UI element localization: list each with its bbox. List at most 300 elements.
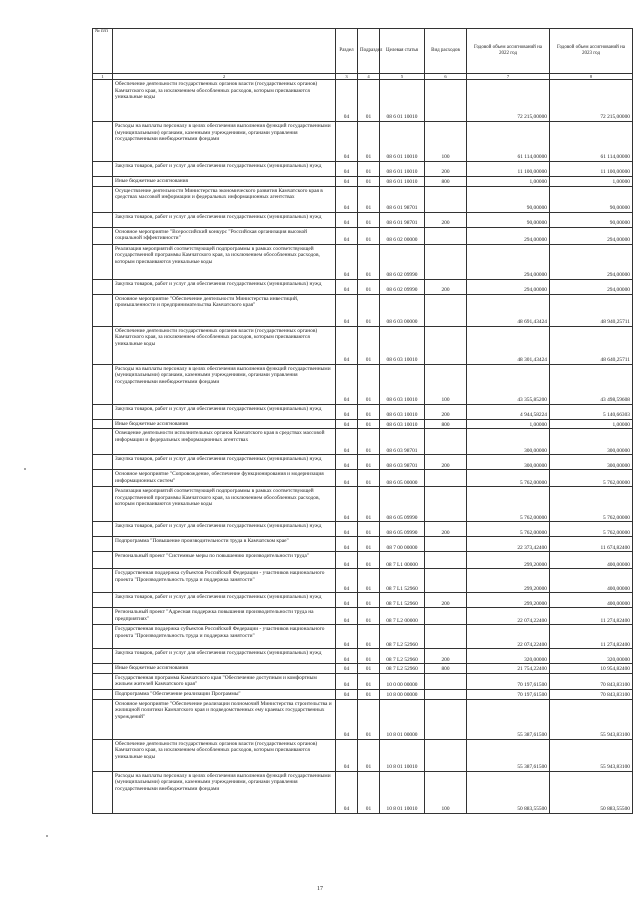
target-cell: 10 8 01 10010 xyxy=(380,771,425,813)
volume-2023-cell: 5 762,00000 xyxy=(550,470,633,487)
item-name-cell: Закупка товаров, работ и услуг для обеспечения государственных (муниципальных) нужд xyxy=(113,455,336,470)
table-row xyxy=(93,404,633,419)
item-name-cell: Реализация мероприятий соответствующей подпрограммы в рамках соответствующей государственной программы Камчатского края, за исключением обособленных расходов, которым присваиваются уникальные коды xyxy=(113,244,336,279)
col-number: 3 xyxy=(336,74,358,80)
volume-2022-cell: 4 944,58224 xyxy=(467,404,550,419)
table-row xyxy=(93,771,633,813)
subsection-cell: 01 xyxy=(358,739,380,771)
expense-type-cell xyxy=(425,487,467,522)
volume-2022-cell: 1,00000 xyxy=(467,177,550,187)
table-row xyxy=(93,279,633,294)
expense-type-cell xyxy=(425,739,467,771)
volume-2023-cell: 50 883,55500 xyxy=(550,771,633,813)
header-target: Целевая статья xyxy=(380,29,425,74)
expense-type-cell: 200 xyxy=(425,212,467,227)
subsection-cell: 01 xyxy=(358,326,380,364)
expense-type-cell xyxy=(425,699,467,739)
item-name-cell: Государственная поддержка субъектов Российской Федерации - участников национального проекта "Производительность труда и поддержка занятости" xyxy=(113,569,336,593)
target-cell: 08 7 L2 52960 xyxy=(380,625,425,649)
expense-type-cell xyxy=(425,80,467,122)
volume-2023-cell: 55 943,83100 xyxy=(550,739,633,771)
volume-2023-cell: 61 114,00000 xyxy=(550,122,633,162)
section-cell: 04 xyxy=(336,455,358,470)
table-row xyxy=(93,699,633,739)
row-number-cell xyxy=(93,326,113,364)
target-cell: 08 7 L1 52960 xyxy=(380,569,425,593)
item-name-cell: Расходы на выплаты персоналу в целях обеспечения выполнения функций государственными (муниципальными) органами, казенными учреждениями, органами управления государственными внебюджетными фондами xyxy=(113,364,336,404)
subsection-cell: 01 xyxy=(358,80,380,122)
table-row xyxy=(93,364,633,404)
target-cell: 08 6 01 98701 xyxy=(380,186,425,212)
volume-2022-cell: 43 355,85200 xyxy=(467,364,550,404)
row-number-cell xyxy=(93,689,113,699)
row-number-cell xyxy=(93,404,113,419)
target-cell: 08 6 03 98701 xyxy=(380,455,425,470)
volume-2023-cell: 300,00000 xyxy=(550,455,633,470)
expense-type-cell xyxy=(425,625,467,649)
item-name-cell: Государственная поддержка субъектов Российской Федерации - участников национального проекта "Производительность труда и поддержка занятости" xyxy=(113,625,336,649)
subsection-cell: 01 xyxy=(358,429,380,455)
expense-type-cell: 200 xyxy=(425,593,467,608)
expense-type-cell: 200 xyxy=(425,522,467,537)
target-cell: 08 6 02 09990 xyxy=(380,279,425,294)
target-cell: 08 6 03 10010 xyxy=(380,326,425,364)
item-name-cell: Расходы на выплаты персоналу в целях обеспечения выполнения функций государственными (муниципальными) органами, казенными учреждениями, органами управления государственными внебюджетными фондами xyxy=(113,771,336,813)
expense-type-cell xyxy=(425,294,467,326)
section-cell: 04 xyxy=(336,673,358,689)
subsection-cell: 01 xyxy=(358,212,380,227)
item-name-cell: Закупка товаров, работ и услуг для обеспечения государственных (муниципальных) нужд xyxy=(113,162,336,177)
expense-type-cell xyxy=(425,227,467,244)
volume-2023-cell: 11 100,00000 xyxy=(550,162,633,177)
header-volume-2022: Годовой объем ассигнований на 2022 год xyxy=(467,29,550,74)
volume-2022-cell: 294,00000 xyxy=(467,227,550,244)
row-number-cell xyxy=(93,244,113,279)
expense-type-cell xyxy=(425,186,467,212)
volume-2023-cell: 70 843,83100 xyxy=(550,673,633,689)
subsection-cell: 01 xyxy=(358,279,380,294)
subsection-cell: 01 xyxy=(358,569,380,593)
section-cell: 04 xyxy=(336,689,358,699)
header-section: Раздел xyxy=(336,29,358,74)
volume-2023-cell: 55 943,83100 xyxy=(550,699,633,739)
row-number-cell xyxy=(93,625,113,649)
row-number-cell xyxy=(93,186,113,212)
expense-type-cell xyxy=(425,689,467,699)
target-cell: 08 6 05 09990 xyxy=(380,522,425,537)
item-name-cell: Подпрограмма "Повышение производительности труда в Камчатском крае" xyxy=(113,537,336,552)
item-name-cell: Основное мероприятие "Обеспечение реализации полномочий Министерства строительства и жилищной политики Камчатского края и подведомственных ему краевых государственных учреждений" xyxy=(113,699,336,739)
item-name-cell: Закупка товаров, работ и услуг для обеспечения государственных (муниципальных) нужд xyxy=(113,212,336,227)
section-cell: 04 xyxy=(336,212,358,227)
expense-type-cell: 200 xyxy=(425,279,467,294)
volume-2022-cell: 294,00000 xyxy=(467,244,550,279)
subsection-cell: 01 xyxy=(358,455,380,470)
section-cell: 04 xyxy=(336,244,358,279)
volume-2022-cell: 21 754,22400 xyxy=(467,664,550,674)
volume-2023-cell: 400,00000 xyxy=(550,593,633,608)
expense-type-cell: 100 xyxy=(425,122,467,162)
volume-2022-cell: 22 074,22400 xyxy=(467,608,550,625)
subsection-cell: 01 xyxy=(358,522,380,537)
col-number: 1 xyxy=(93,74,113,80)
table-row xyxy=(93,673,633,689)
table-row xyxy=(93,326,633,364)
volume-2023-cell: 1,00000 xyxy=(550,177,633,187)
section-cell: 04 xyxy=(336,294,358,326)
table-row xyxy=(93,552,633,569)
subsection-cell: 01 xyxy=(358,552,380,569)
row-number-cell xyxy=(93,122,113,162)
volume-2022-cell: 299,20000 xyxy=(467,593,550,608)
table-row xyxy=(93,522,633,537)
item-name-cell: Обеспечение деятельности государственных органов власти (государственных органов) Камчатского края, за исключением обособленных расходов, которым присваиваются уникальные коды xyxy=(113,80,336,122)
volume-2023-cell: 1,00000 xyxy=(550,419,633,429)
volume-2022-cell: 90,00000 xyxy=(467,186,550,212)
subsection-cell: 01 xyxy=(358,649,380,664)
volume-2022-cell: 90,00000 xyxy=(467,212,550,227)
section-cell: 04 xyxy=(336,593,358,608)
volume-2023-cell: 320,00000 xyxy=(550,649,633,664)
expense-type-cell xyxy=(425,673,467,689)
section-cell: 04 xyxy=(336,739,358,771)
row-number-cell xyxy=(93,664,113,674)
section-cell: 04 xyxy=(336,419,358,429)
item-name-cell: Основное мероприятие "Сопровождение, обеспечение функционирования и модернизация информационных систем" xyxy=(113,470,336,487)
table-row xyxy=(93,212,633,227)
subsection-cell: 01 xyxy=(358,487,380,522)
subsection-cell: 01 xyxy=(358,227,380,244)
row-number-cell xyxy=(93,419,113,429)
volume-2022-cell: 300,00000 xyxy=(467,455,550,470)
header-number: № п/п xyxy=(93,29,113,74)
row-number-cell xyxy=(93,429,113,455)
volume-2023-cell: 5 762,00000 xyxy=(550,487,633,522)
table-row xyxy=(93,177,633,187)
row-number-cell xyxy=(93,80,113,122)
section-cell: 04 xyxy=(336,429,358,455)
section-cell: 04 xyxy=(336,326,358,364)
header-expense-type: Вид расходов xyxy=(425,29,467,74)
page-number: 17 xyxy=(317,886,323,892)
subsection-cell: 01 xyxy=(358,470,380,487)
table-row xyxy=(93,122,633,162)
section-cell: 04 xyxy=(336,699,358,739)
row-number-cell xyxy=(93,279,113,294)
target-cell: 08 6 01 10010 xyxy=(380,177,425,187)
volume-2022-cell: 70 197,61500 xyxy=(467,689,550,699)
volume-2023-cell: 11 274,82400 xyxy=(550,625,633,649)
section-cell: 04 xyxy=(336,522,358,537)
section-cell: 04 xyxy=(336,279,358,294)
target-cell: 08 7 L2 52960 xyxy=(380,649,425,664)
volume-2023-cell: 294,00000 xyxy=(550,227,633,244)
section-cell: 04 xyxy=(336,487,358,522)
section-cell: 04 xyxy=(336,80,358,122)
table-row xyxy=(93,593,633,608)
target-cell: 08 7 L1 52960 xyxy=(380,593,425,608)
expense-type-cell: 200 xyxy=(425,649,467,664)
table-row xyxy=(93,80,633,122)
subsection-cell: 01 xyxy=(358,689,380,699)
col-number: 5 xyxy=(380,74,425,80)
expense-type-cell xyxy=(425,470,467,487)
subsection-cell: 01 xyxy=(358,673,380,689)
subsection-cell: 01 xyxy=(358,364,380,404)
volume-2023-cell: 11 274,82400 xyxy=(550,608,633,625)
expense-type-cell xyxy=(425,569,467,593)
row-number-cell xyxy=(93,673,113,689)
volume-2022-cell: 5 762,00000 xyxy=(467,487,550,522)
row-number-cell xyxy=(93,470,113,487)
table-row xyxy=(93,294,633,326)
volume-2022-cell: 50 883,55500 xyxy=(467,771,550,813)
subsection-cell: 01 xyxy=(358,419,380,429)
table-row xyxy=(93,625,633,649)
volume-2022-cell: 299,20000 xyxy=(467,552,550,569)
target-cell: 08 6 03 00000 xyxy=(380,294,425,326)
item-name-cell: Региональный проект "Системные меры по повышению производительности труда" xyxy=(113,552,336,569)
col-number: 2 xyxy=(113,74,336,80)
col-number: 4 xyxy=(358,74,380,80)
section-cell: 04 xyxy=(336,649,358,664)
section-cell: 04 xyxy=(336,608,358,625)
budget-table xyxy=(92,28,633,814)
volume-2023-cell: 400,00000 xyxy=(550,552,633,569)
scan-speck xyxy=(46,835,48,837)
item-name-cell: Обеспечение деятельности государственных органов власти (государственных органов) Камчатского края, за исключением обособленных расходов, которым присваиваются уникальные коды xyxy=(113,739,336,771)
section-cell: 04 xyxy=(336,162,358,177)
volume-2023-cell: 294,00000 xyxy=(550,279,633,294)
target-cell: 10 0 00 00000 xyxy=(380,673,425,689)
volume-2022-cell: 72 215,00000 xyxy=(467,80,550,122)
row-number-cell xyxy=(93,212,113,227)
expense-type-cell: 100 xyxy=(425,771,467,813)
item-name-cell: Основное мероприятие "Обеспечение деятельности Министерства инвестиций, промышленности и предпринимательства Камчатского края" xyxy=(113,294,336,326)
volume-2023-cell: 48 940,25711 xyxy=(550,294,633,326)
target-cell: 08 6 03 10010 xyxy=(380,419,425,429)
target-cell: 08 6 01 10010 xyxy=(380,162,425,177)
subsection-cell: 01 xyxy=(358,186,380,212)
volume-2023-cell: 70 843,83100 xyxy=(550,689,633,699)
row-number-cell xyxy=(93,177,113,187)
volume-2023-cell: 10 954,82400 xyxy=(550,664,633,674)
item-name-cell: Закупка товаров, работ и услуг для обеспечения государственных (муниципальных) нужд xyxy=(113,649,336,664)
target-cell: 10 8 01 00000 xyxy=(380,699,425,739)
volume-2023-cell: 400,00000 xyxy=(550,569,633,593)
item-name-cell: Обеспечение деятельности государственных органов власти (государственных органов) Камчатского края, за исключением обособленных расходов, которым присваиваются уникальные коды xyxy=(113,326,336,364)
volume-2022-cell: 5 762,00000 xyxy=(467,522,550,537)
expense-type-cell: 800 xyxy=(425,419,467,429)
volume-2022-cell: 70 197,61500 xyxy=(467,673,550,689)
table-row xyxy=(93,487,633,522)
item-name-cell: Иные бюджетные ассигнования xyxy=(113,419,336,429)
volume-2022-cell: 55 387,61500 xyxy=(467,699,550,739)
volume-2023-cell: 11 674,82400 xyxy=(550,537,633,552)
row-number-cell xyxy=(93,364,113,404)
item-name-cell: Закупка товаров, работ и услуг для обеспечения государственных (муниципальных) нужд xyxy=(113,279,336,294)
target-cell: 10 8 00 00000 xyxy=(380,689,425,699)
table-body xyxy=(93,29,633,814)
target-cell: 08 7 L2 52960 xyxy=(380,664,425,674)
section-cell: 04 xyxy=(336,664,358,674)
subsection-cell: 01 xyxy=(358,244,380,279)
volume-2022-cell: 55 387,61500 xyxy=(467,739,550,771)
item-name-cell: Иные бюджетные ассигнования xyxy=(113,177,336,187)
row-number-cell xyxy=(93,227,113,244)
section-cell: 04 xyxy=(336,186,358,212)
col-number: 6 xyxy=(425,74,467,80)
row-number-cell xyxy=(93,455,113,470)
expense-type-cell: 800 xyxy=(425,664,467,674)
volume-2022-cell: 294,00000 xyxy=(467,279,550,294)
volume-2022-cell: 320,00000 xyxy=(467,649,550,664)
subsection-cell: 01 xyxy=(358,771,380,813)
expense-type-cell xyxy=(425,552,467,569)
row-number-cell xyxy=(93,649,113,664)
expense-type-cell: 200 xyxy=(425,162,467,177)
volume-2023-cell: 90,00000 xyxy=(550,212,633,227)
volume-2022-cell: 22 074,22400 xyxy=(467,625,550,649)
target-cell: 08 6 02 09990 xyxy=(380,244,425,279)
section-cell: 04 xyxy=(336,625,358,649)
subsection-cell: 01 xyxy=(358,699,380,739)
subsection-cell: 01 xyxy=(358,162,380,177)
subsection-cell: 01 xyxy=(358,537,380,552)
row-number-cell xyxy=(93,739,113,771)
header-name xyxy=(113,29,336,74)
item-name-cell: Основное мероприятие "Всероссийский конкурс "Российская организация высокой социальной эффективности" xyxy=(113,227,336,244)
target-cell: 08 7 L2 00000 xyxy=(380,608,425,625)
section-cell: 04 xyxy=(336,537,358,552)
table-row xyxy=(93,455,633,470)
volume-2022-cell: 5 762,00000 xyxy=(467,470,550,487)
expense-type-cell: 200 xyxy=(425,404,467,419)
target-cell: 08 6 02 00000 xyxy=(380,227,425,244)
target-cell: 10 8 01 10010 xyxy=(380,739,425,771)
volume-2023-cell: 5 762,00000 xyxy=(550,522,633,537)
table-row xyxy=(93,689,633,699)
row-number-cell xyxy=(93,487,113,522)
col-number: 7 xyxy=(467,74,550,80)
section-cell: 04 xyxy=(336,552,358,569)
volume-2022-cell: 1,00000 xyxy=(467,419,550,429)
item-name-cell: Подпрограмма "Обеспечение реализации Программы" xyxy=(113,689,336,699)
item-name-cell: Закупка товаров, работ и услуг для обеспечения государственных (муниципальных) нужд xyxy=(113,404,336,419)
expense-type-cell xyxy=(425,429,467,455)
col-number: 8 xyxy=(550,74,633,80)
row-number-cell xyxy=(93,522,113,537)
scan-speck xyxy=(24,468,26,470)
row-number-cell xyxy=(93,552,113,569)
table-row xyxy=(93,739,633,771)
item-name-cell: Освещение деятельности исполнительных органов Камчатского края в средствах массовой информации и федеральных информационных агентствах xyxy=(113,429,336,455)
target-cell: 08 6 05 09990 xyxy=(380,487,425,522)
target-cell: 08 6 01 10010 xyxy=(380,80,425,122)
table-row xyxy=(93,470,633,487)
section-cell: 04 xyxy=(336,771,358,813)
row-number-cell xyxy=(93,699,113,739)
table-row xyxy=(93,537,633,552)
volume-2022-cell: 48 301,43424 xyxy=(467,326,550,364)
row-number-cell xyxy=(93,771,113,813)
target-cell: 08 6 03 98701 xyxy=(380,429,425,455)
target-cell: 08 6 05 00000 xyxy=(380,470,425,487)
section-cell: 04 xyxy=(336,177,358,187)
row-number-cell xyxy=(93,294,113,326)
table-row xyxy=(93,162,633,177)
item-name-cell: Региональный проект "Адресная поддержка повышения производительности труда на предприятиях" xyxy=(113,608,336,625)
section-cell: 04 xyxy=(336,122,358,162)
expense-type-cell xyxy=(425,608,467,625)
table-row xyxy=(93,244,633,279)
expense-type-cell: 200 xyxy=(425,455,467,470)
header-subsection: Подраздел xyxy=(358,29,380,74)
target-cell: 08 7 00 00000 xyxy=(380,537,425,552)
volume-2023-cell: 300,00000 xyxy=(550,429,633,455)
subsection-cell: 01 xyxy=(358,608,380,625)
volume-2023-cell: 48 640,25711 xyxy=(550,326,633,364)
item-name-cell: Расходы на выплаты персоналу в целях обеспечения выполнения функций государственными (муниципальными) органами, казенными учреждениями, органами управления государственными внебюджетными фондами xyxy=(113,122,336,162)
subsection-cell: 01 xyxy=(358,122,380,162)
expense-type-cell: 800 xyxy=(425,177,467,187)
subsection-cell: 01 xyxy=(358,664,380,674)
item-name-cell: Иные бюджетные ассигнования xyxy=(113,664,336,674)
row-number-cell xyxy=(93,608,113,625)
expense-type-cell xyxy=(425,326,467,364)
header-volume-2023: Годовой объем ассигнований на 2023 год xyxy=(550,29,633,74)
volume-2022-cell: 22 373,42400 xyxy=(467,537,550,552)
item-name-cell: Закупка товаров, работ и услуг для обеспечения государственных (муниципальных) нужд xyxy=(113,522,336,537)
expense-type-cell xyxy=(425,537,467,552)
table-row xyxy=(93,227,633,244)
row-number-cell xyxy=(93,593,113,608)
section-cell: 04 xyxy=(336,364,358,404)
volume-2022-cell: 300,00000 xyxy=(467,429,550,455)
volume-2023-cell: 72 215,00000 xyxy=(550,80,633,122)
expense-type-cell xyxy=(425,244,467,279)
table-row xyxy=(93,664,633,674)
target-cell: 08 6 01 10010 xyxy=(380,122,425,162)
volume-2023-cell: 90,00000 xyxy=(550,186,633,212)
section-cell: 04 xyxy=(336,569,358,593)
section-cell: 04 xyxy=(336,404,358,419)
item-name-cell: Осуществление деятельности Министерства экономического развития Камчатского края в средствах массовой информации и федеральных информационных агентствах xyxy=(113,186,336,212)
row-number-cell xyxy=(93,537,113,552)
section-cell: 04 xyxy=(336,470,358,487)
row-number-cell xyxy=(93,162,113,177)
table-row xyxy=(93,429,633,455)
target-cell: 08 6 01 98701 xyxy=(380,212,425,227)
subsection-cell: 01 xyxy=(358,294,380,326)
row-number-cell xyxy=(93,569,113,593)
volume-2022-cell: 61 114,00000 xyxy=(467,122,550,162)
table-row xyxy=(93,649,633,664)
target-cell: 08 6 03 10010 xyxy=(380,404,425,419)
subsection-cell: 01 xyxy=(358,177,380,187)
target-cell: 08 6 03 10010 xyxy=(380,364,425,404)
item-name-cell: Закупка товаров, работ и услуг для обеспечения государственных (муниципальных) нужд xyxy=(113,593,336,608)
item-name-cell: Государственная программа Камчатского края "Обеспечение доступным и комфортным жильем жителей Камчатского края" xyxy=(113,673,336,689)
volume-2023-cell: 5 140,66303 xyxy=(550,404,633,419)
expense-type-cell: 100 xyxy=(425,364,467,404)
target-cell: 08 7 L1 00000 xyxy=(380,552,425,569)
subsection-cell: 01 xyxy=(358,404,380,419)
table-row xyxy=(93,608,633,625)
volume-2023-cell: 43 498,59608 xyxy=(550,364,633,404)
subsection-cell: 01 xyxy=(358,625,380,649)
table-row xyxy=(93,186,633,212)
